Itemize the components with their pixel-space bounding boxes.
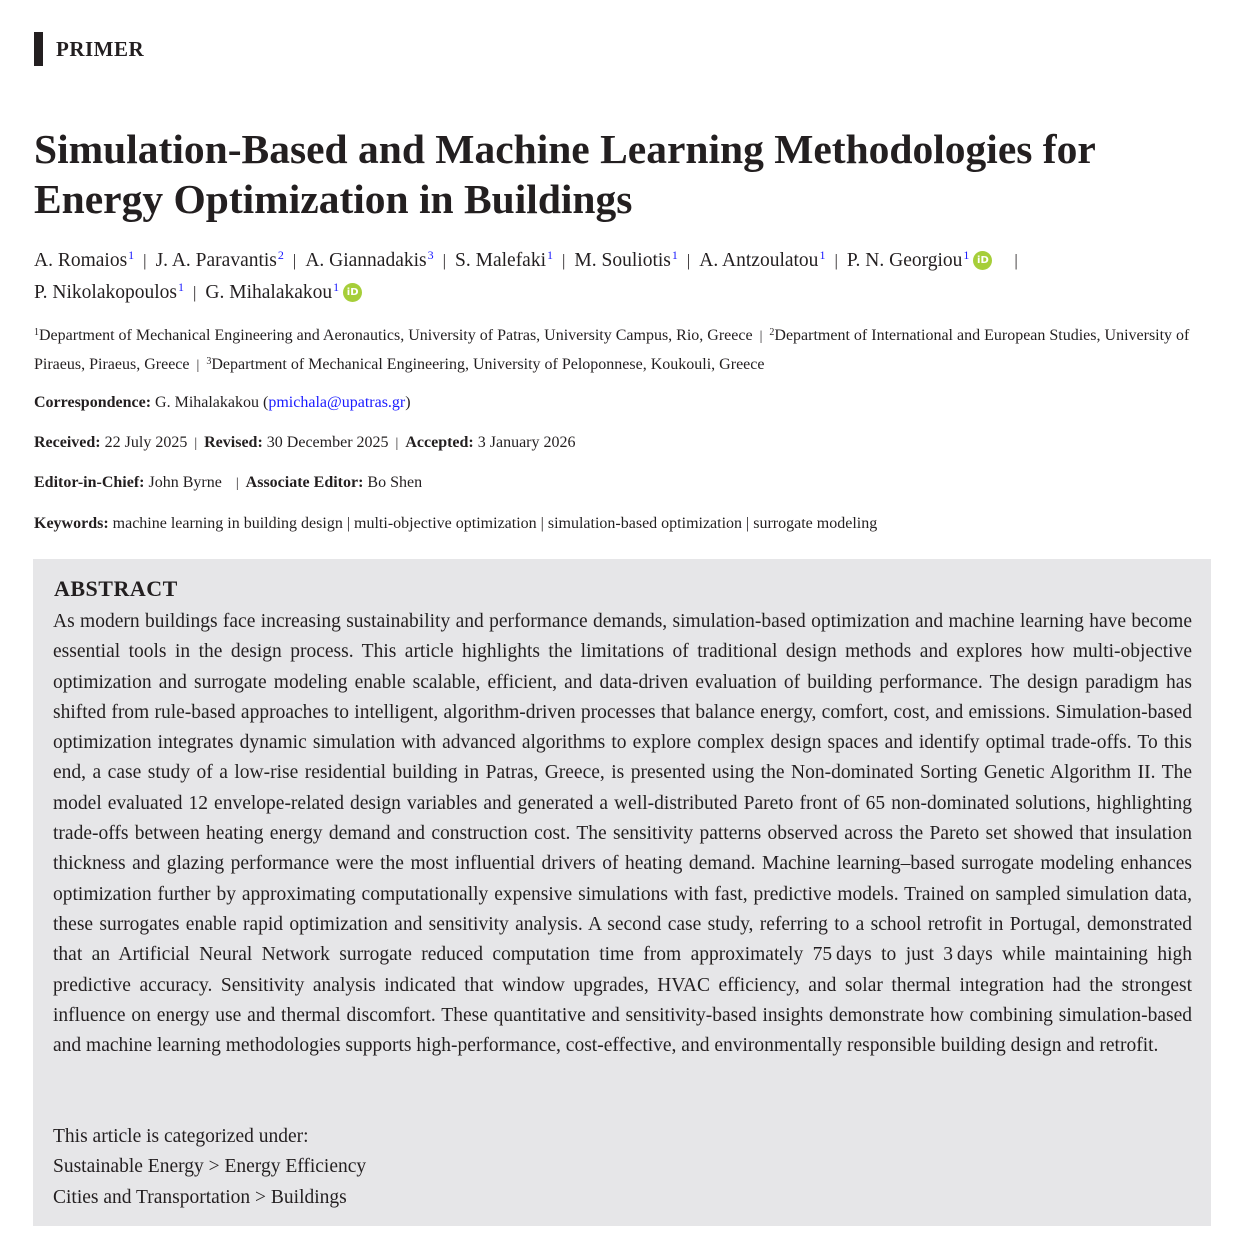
separator: | bbox=[193, 283, 197, 302]
editor-in-chief: John Byrne bbox=[148, 474, 222, 491]
keywords: Keywords: machine learning in building design | multi-objective optimization | simulation-based optimization | surrogate modeling bbox=[34, 515, 878, 532]
author bbox=[455, 250, 553, 271]
author bbox=[156, 250, 284, 271]
affiliation-ref[interactable]: 1 bbox=[671, 248, 678, 262]
author-name[interactable]: G. Mihalakakou bbox=[205, 282, 333, 303]
keyword[interactable]: machine learning in building design bbox=[112, 515, 343, 532]
affiliation-ref[interactable]: 2 bbox=[277, 248, 284, 262]
categorized-label: This article is categorized under: bbox=[53, 1126, 309, 1147]
correspondence-label: Correspondence: bbox=[34, 394, 152, 411]
keywords-label: Keywords: bbox=[34, 515, 109, 532]
separator: | bbox=[759, 329, 763, 344]
section-label bbox=[34, 32, 144, 66]
author-name[interactable]: J. A. Paravantis bbox=[155, 250, 277, 271]
keyword[interactable]: simulation-based optimization bbox=[547, 515, 743, 532]
keyword[interactable]: multi-objective optimization bbox=[354, 515, 537, 532]
keyword[interactable]: surrogate modeling bbox=[753, 515, 878, 532]
author bbox=[305, 250, 433, 271]
section-marker-bar bbox=[34, 32, 43, 66]
abstract-section bbox=[33, 559, 1211, 1226]
author bbox=[574, 250, 677, 271]
section-label-text: PRIMER bbox=[56, 36, 145, 61]
affiliation-item: $^1$Department of Mechanical Engineering and Aeronautics, University of Patras, University Campus, Rio, Greece bbox=[34, 327, 753, 344]
associate-editor-label: Associate Editor: bbox=[245, 474, 364, 491]
abstract-heading: ABSTRACT bbox=[54, 576, 178, 601]
author bbox=[34, 250, 134, 271]
separator: | bbox=[834, 251, 838, 270]
separator: | bbox=[1014, 251, 1018, 270]
author-list bbox=[34, 242, 1224, 306]
affiliation-ref[interactable]: 1 bbox=[963, 248, 970, 262]
abstract-text: As modern buildings face increasing sustainability and performance demands, simulation-based optimization and machine learning have become essential tools in the design process. This article highlights the limitations of traditional design methods and explores how multi-objective optimization and surrogate modeling enable scalable, efficient, and data-driven evaluation of building performance. The design paradigm has shifted from rule-based approaches to intelligent, algorithm-driven processes that balance energy, comfort, cost, and emissions. Simulation-based optimization integrates dynamic simulation with advanced algorithms to explore complex design spaces and identify optimal trade-offs. To this end, a case study of a low-rise residential building in Patras, Greece, is presented using the Non-dominated Sorting Genetic Algorithm II. The model evaluated 12 envelope-related design variables and generated a well-distributed Pareto front of 65 non-dominated solutions, highlighting trade-offs between heating energy demand and construction cost. The sensitivity patterns observed across the Pareto set showed that insulation thickness and glazing performance were the most influential drivers of heating demand. Machine learning–based surrogate modeling enhances optimization further by approximating computationally expensive simulations with fast, predictive models. Trained on sampled simulation data, these surrogates enable rapid optimization and sensitivity analysis. A second case study, referring to a school retrofit in Portugal, demonstrated that an Artificial Neural Network surrogate reduced computation time from approximately 75 days to just 3 days while maintaining high predictive accuracy. Sensitivity analysis indicated that window upgrades, HVAC efficiency, and solar thermal integration had the strongest influence on energy use and thermal discomfort. These quantitative and sensitivity-based insights demonstrate how combining simulation-based and machine learning methodologies supports high-performance, cost-effective, and environmentally responsible building design and retrofit. bbox=[53, 611, 1192, 1057]
author-name[interactable]: A. Antzoulatou bbox=[699, 250, 819, 271]
article-dates bbox=[34, 432, 576, 455]
affiliations bbox=[34, 320, 1224, 378]
revised-label: Revised: bbox=[204, 434, 263, 451]
author-name[interactable]: A. Giannadakis bbox=[305, 250, 427, 271]
orcid-icon[interactable]: iD bbox=[343, 283, 362, 302]
revised-date: 30 December 2025 bbox=[266, 434, 389, 451]
category-item[interactable]: Sustainable Energy > Energy Efficiency bbox=[53, 1156, 367, 1178]
editors bbox=[34, 472, 422, 495]
affiliation-ref[interactable]: 1 bbox=[178, 280, 185, 294]
correspondence-email-link[interactable]: pmichala@upatras.gr bbox=[268, 394, 406, 411]
separator: | bbox=[686, 251, 691, 270]
correspondence-name: G. Mihalakakou bbox=[155, 394, 260, 411]
separator: | bbox=[143, 251, 147, 270]
received-date: 22 July 2025 bbox=[104, 434, 188, 451]
author bbox=[205, 282, 362, 303]
separator: | bbox=[235, 476, 239, 491]
affiliation-ref[interactable]: 1 bbox=[547, 248, 554, 262]
author bbox=[34, 282, 184, 303]
separator: | bbox=[292, 251, 297, 270]
author bbox=[699, 250, 825, 271]
separator: | bbox=[194, 436, 198, 451]
categories bbox=[53, 1122, 366, 1213]
accepted-date: 3 January 2026 bbox=[477, 434, 576, 451]
separator: | bbox=[196, 358, 200, 373]
orcid-icon[interactable]: iD bbox=[973, 251, 992, 270]
separator: | bbox=[395, 436, 399, 451]
accepted-label: Accepted: bbox=[405, 434, 474, 451]
author-name[interactable]: S. Malefaki bbox=[455, 250, 547, 271]
author bbox=[847, 250, 993, 271]
affiliation-ref[interactable]: 1 bbox=[819, 248, 826, 262]
affiliation-ref[interactable]: 3 bbox=[427, 248, 434, 262]
separator: | bbox=[442, 251, 447, 270]
author-name[interactable]: P. Nikolakopoulos bbox=[34, 282, 178, 303]
author-name[interactable]: A. Romaios bbox=[34, 250, 128, 271]
received-label: Received: bbox=[34, 434, 101, 451]
article-title: Simulation-Based and Machine Learning Methodologies for Energy Optimization in Buildings bbox=[34, 126, 1096, 222]
editor-in-chief-label: Editor-in-Chief: bbox=[34, 474, 145, 491]
affiliation-ref[interactable]: 1 bbox=[128, 248, 135, 262]
affiliation-ref[interactable]: 1 bbox=[333, 280, 340, 294]
separator: | bbox=[562, 251, 566, 270]
affiliation-item: $^2$Department of International and European Studies, University of Piraeus, Piraeus, Greece bbox=[34, 327, 1190, 373]
affiliation-item: $^3$Department of Mechanical Engineering, University of Peloponnese, Koukouli, Greece bbox=[206, 356, 765, 373]
category-item[interactable]: Cities and Transportation > Buildings bbox=[53, 1186, 347, 1208]
author-name[interactable]: P. N. Georgiou bbox=[846, 250, 963, 271]
author-name[interactable]: M. Souliotis bbox=[574, 250, 671, 271]
associate-editor: Bo Shen bbox=[367, 474, 423, 491]
correspondence: Correspondence: G. Mihalakakou (pmichala@upatras.gr) bbox=[34, 394, 411, 411]
